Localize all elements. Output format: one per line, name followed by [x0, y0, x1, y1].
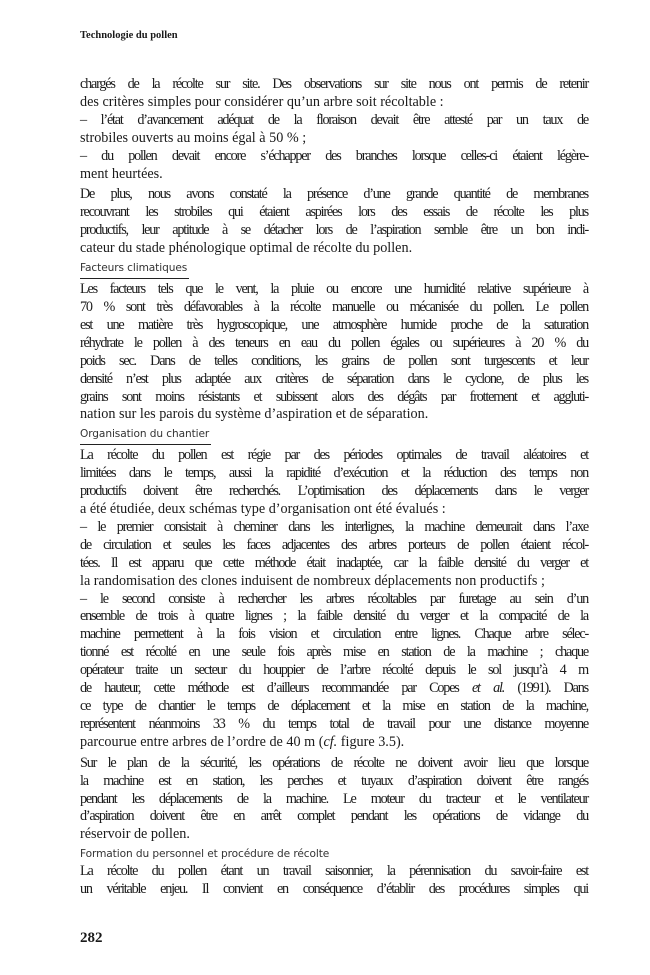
section-heading-text: Formation du personnel et procédure de récolte	[80, 848, 330, 861]
text-line: ce type de chantier le temps de déplacement et la mise en station de la machine,	[80, 698, 588, 714]
section-heading	[80, 427, 588, 445]
text-line: De plus, nous avons constaté la présence d’une grande quantité de membranes	[80, 186, 588, 203]
text-line: pendant les déplacements de la machine. Le moteur du tracteur et le ventilateur	[80, 790, 588, 807]
text-segment: parcourue entre arbres de l’ordre de 40 m (	[80, 733, 324, 750]
text-line: réhydrate le pollen à des teneurs en eau du pollen égales ou supérieures à 20 % du	[80, 334, 588, 351]
text-line: représentent néanmoins 33 % du temps total de travail pour une distance moyenne	[80, 715, 588, 732]
text-line: Les facteurs tels que le vent, la pluie ou encore une humidité relative supérieure à	[80, 281, 588, 298]
page-number: 282	[80, 930, 103, 946]
body-text	[80, 76, 588, 902]
text-line: strobiles ouverts au moins égal à 50 % ;	[80, 129, 307, 146]
text-line: – le premier consistait à cheminer dans les interlignes, la machine demeurait dans l’axe	[80, 518, 588, 535]
text-line: ment heurtées.	[80, 165, 163, 182]
text-line: grains sont moins résistants et subissent alors des dégâts par frottement et aggluti-	[80, 388, 588, 405]
text-segment: de hauteur, cette méthode est d’ailleurs recommandée par Copes	[80, 680, 472, 697]
text-line	[80, 680, 588, 698]
text-line: la machine est en station, les perches et tuyaux d’aspiration doivent être rangés	[80, 772, 588, 789]
text-line: 70 % sont très défavorables à la récolte manuelle ou mécanisée du pollen. Le pollen	[80, 298, 588, 315]
text-line: opérateur traite un secteur du houppier de l’arbre récolté depuis le sol jusqu’à 4 m	[80, 662, 588, 679]
text-line: un véritable enjeu. Il convient en conséquence d’établir des procédures simples qui	[80, 881, 588, 898]
text-line: limitées dans le temps, aussi la rapidité d’exécution et la réduction des temps non	[80, 465, 588, 482]
running-head: Technologie du pollen	[80, 30, 178, 41]
text-line: des critères simples pour considérer qu’un arbre soit récoltable :	[80, 93, 444, 110]
text-line: ensemble de trois à quatre lignes ; la faible densité du verger et la compacité de la	[80, 608, 588, 625]
section-heading-text: Facteurs climatiques	[80, 261, 189, 279]
text-line: nation sur les parois du système d’aspiration et de séparation.	[80, 406, 429, 423]
italic-text: cf.	[323, 733, 338, 750]
text-line: La récolte du pollen est régie par des périodes optimales de travail aléatoires et	[80, 447, 588, 464]
paragraph	[80, 76, 588, 183]
text-line: tées. Il est apparu que cette méthode était inadaptée, car la faible densité du verger et	[80, 554, 588, 571]
paragraph	[80, 186, 588, 258]
text-line: poids sec. Dans de telles conditions, les grains de pollen sont turgescents et leur	[80, 352, 588, 369]
text-line: productifs doivent être recherchés. L’optimisation des déplacements dans le verger	[80, 483, 588, 500]
text-line: La récolte du pollen étant un travail saisonnier, la pérennisation du savoir-faire est	[80, 863, 588, 880]
text-line: productifs, leur aptitude à se détacher lors de l’aspiration semble être un bon indi-	[80, 222, 588, 239]
text-line: réservoir de pollen.	[80, 826, 190, 843]
section-heading	[80, 261, 588, 279]
paragraph	[80, 755, 588, 845]
text-line: cateur du stade phénologique optimal de récolte du pollen.	[80, 240, 413, 257]
text-line: la randomisation des clones induisent de nombreux déplacements non productifs ;	[80, 572, 545, 589]
text-segment: figure 3.5).	[337, 733, 405, 750]
text-line: est une matière très hygroscopique, une atmosphère humide proche de la saturation	[80, 316, 588, 333]
text-line: chargés de la récolte sur site. Des observations sur site nous ont permis de retenir	[80, 76, 588, 92]
text-line: Sur le plan de la sécurité, les opérations de récolte ne doivent avoir lieu que lorsque	[80, 754, 588, 771]
text-line: tionné est récolté en une seule fois après mise en station de la machine ; chaque	[80, 644, 588, 661]
text-segment: (1991). Dans	[504, 680, 588, 697]
text-line	[80, 734, 588, 752]
text-line: a été étudiée, deux schémas type d’organisation ont été évalués :	[80, 501, 446, 518]
text-line: – le second consiste à rechercher les arbres récoltables par furetage au sein d’un	[80, 590, 588, 607]
text-line: d’aspiration doivent être en arrêt complet pendant les opérations de vidange du	[80, 808, 588, 825]
text-line: machine permettent à la fois vision et circulation entre lignes. Chaque arbre sélec-	[80, 626, 588, 643]
italic-text: et al.	[471, 680, 505, 697]
paragraph	[80, 447, 588, 751]
text-line: – du pollen devait encore s’échapper des branches lorsque celles-ci étaient légère-	[80, 147, 588, 164]
text-line: densité n’est plus adaptée aux critères de séparation dans le cyclone, de plus les	[80, 370, 588, 387]
text-line: – l’état d’avancement adéquat de la floraison devait être attesté par un taux de	[80, 111, 588, 128]
text-line: de circulation et seules les faces adjacentes des arbres porteurs de pollen étaient récol-	[80, 536, 588, 553]
text-line: recouvrant les strobiles qui étaient aspirées lors des essais de récolte les plus	[80, 204, 588, 221]
section-heading	[80, 847, 588, 862]
paragraph	[80, 863, 588, 899]
section-heading-text: Organisation du chantier	[80, 427, 211, 445]
paragraph	[80, 281, 588, 424]
